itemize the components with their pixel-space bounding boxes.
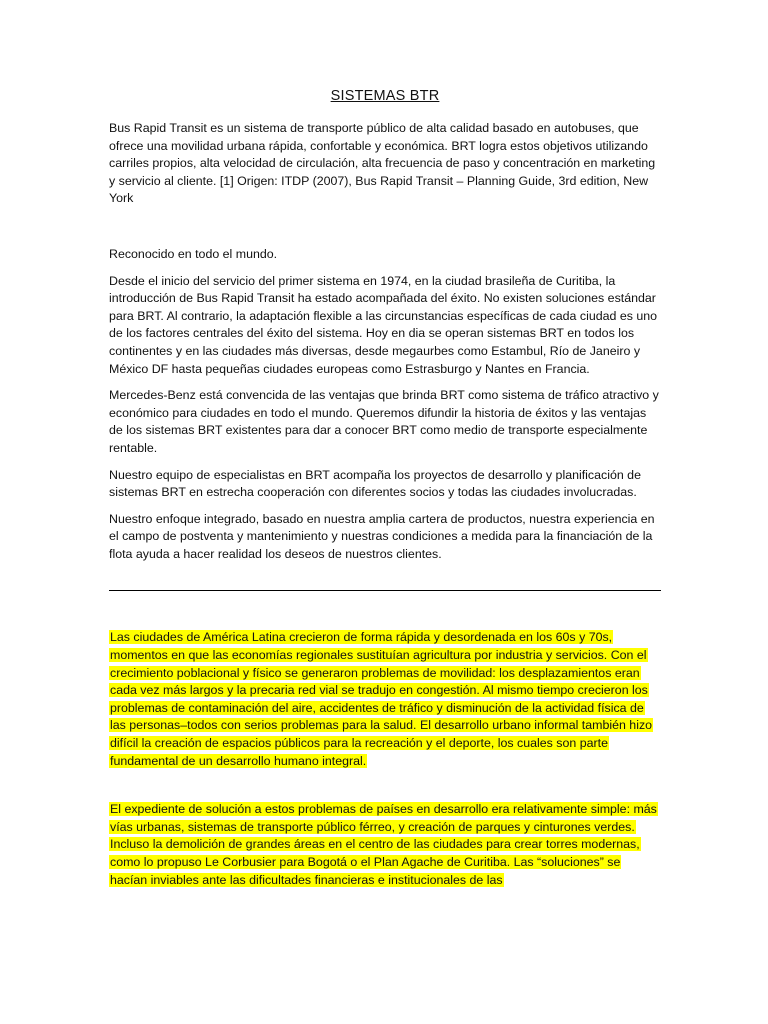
paragraph-history: Desde el inicio del servicio del primer sistema en 1974, en la ciudad brasileña de Curitiba, la introducción de Bus Rapid Transit ha estado acompañada del éxito. No existen soluciones estándar para BRT. Al contrario, la adaptación flexible a las circunstancias específicas de cada ciudad es uno de los factores centrales del éxito del sistema. Hoy en dia se operan sistemas BRT en todos los continentes y en las ciudades más diversas, desde megaurbes como Estambul, Río de Janeiro y México DF hasta pequeñas ciudades europeas como Estrasburgo y Nantes en Francia. xyxy=(109,273,658,376)
document-body xyxy=(109,88,661,920)
highlighted-paragraph-solutions xyxy=(109,801,661,889)
paragraph-mercedes: Mercedes-Benz está convencida de las ventajas que brinda BRT como sistema de tráfico atractivo y económico para ciudades en todo el mundo. Queremos difundir la historia de éxitos y las ventajas de los sistemas BRT existentes para dar a conocer BRT como medio de transporte especialmente rentable. xyxy=(109,388,659,455)
paragraph-specialists: Nuestro equipo de especialistas en BRT acompaña los proyectos de desarrollo y planificación de sistemas BRT en estrecha cooperación con diferentes socios y todas las ciudades involucradas. xyxy=(109,467,641,500)
highlighted-text: El expediente de solución a estos problemas de países en desarrollo era relativamente simple: más vías urbanas, sistemas de transporte público férreo, y creación de parques y cinturones verdes. Incluso la demolición de grandes áreas en el centro de las ciudades para crear torres modernas, como lo propuso Le Corbusier para Bogotá o el Plan Agache de Curitiba. Las “soluciones” se hacían inviables ante las dificultades financieras e institucionales de las xyxy=(110,802,657,887)
paragraph-recognized: Reconocido en todo el mundo. xyxy=(109,246,278,261)
highlighted-text: Las ciudades de América Latina crecieron de forma rápida y desordenada en los 60s y 70s, momentos en que las economías regionales sustituían agricultura por industria y servicios. Con el crecimiento poblacional y físico se generaron problemas de movilidad: los desplazamientos eran cada vez más largos y la precaria red vial se tradujo en congestión. Al mismo tiempo crecieron los problemas de contaminación del aire, accidentes de tráfico y disminución de la actividad física de las personas–todos con serios problemas para la salud. El desarrollo urbano informal también hizo difícil la creación de espacios públicos para la recreación y el deporte, los cuales son parte fundamental de un desarrollo humano integral. xyxy=(110,630,653,768)
paragraph-definition: Bus Rapid Transit es un sistema de transporte público de alta calidad basado en autobuses, que ofrece una movilidad urbana rápida, confortable y económica. BRT logra estos objetivos utilizando carriles propios, alta velocidad de circulación, alta frecuencia de paso y concentración en marketing y servicio al cliente. [1] Origen: ITDP (2007), Bus Rapid Transit – Planning Guide, 3rd edition, New York xyxy=(109,121,656,206)
paragraph-integrated-approach: Nuestro enfoque integrado, basado en nuestra amplia cartera de productos, nuestra experiencia en el campo de postventa y mantenimiento y nuestras condiciones a medida para la financiación de la flota ayuda a hacer realidad los deseos de nuestros clientes. xyxy=(109,511,655,561)
page-title: SISTEMAS BTR xyxy=(330,88,440,104)
horizontal-divider xyxy=(109,590,661,591)
highlighted-paragraph-latin-america xyxy=(109,629,661,770)
